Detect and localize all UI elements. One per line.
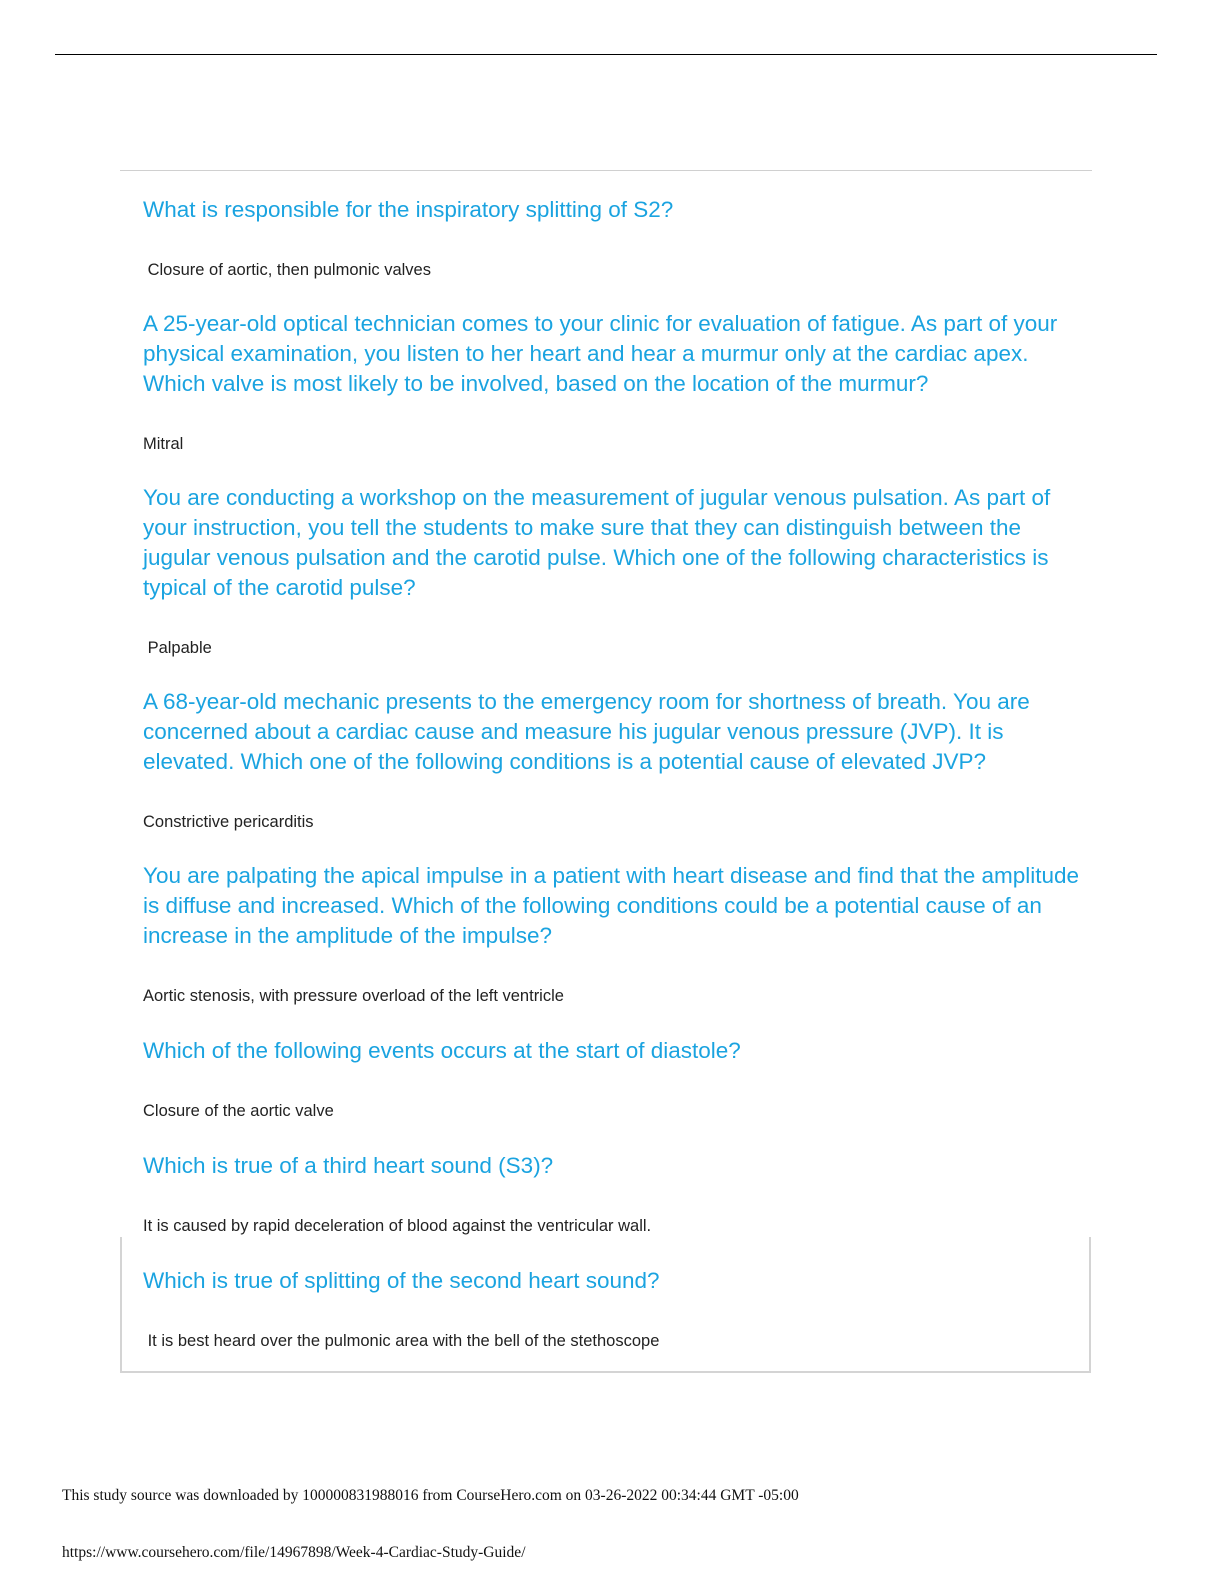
answer-1: Closure of aortic, then pulmonic valves <box>143 261 431 279</box>
question-3: You are conducting a workshop on the measurement of jugular venous pulsation. As part of your instruction, you tell the students to make sure that they can distinguish between the jugular venous pulsation and the carotid pulse. Which one of the following characteristics is typical of the carotid pulse? <box>143 485 1051 600</box>
card-bottom-border <box>120 1237 1091 1373</box>
answer-2: Mitral <box>143 435 184 453</box>
answer-7: It is caused by rapid deceleration of blood against the ventricular wall. <box>143 1217 652 1235</box>
page-top-rule <box>55 54 1157 55</box>
download-notice: This study source was downloaded by 100000831988016 from CourseHero.com on 03-26-2022 00:34:44 GMT -05:00 <box>62 1487 799 1504</box>
card-top-border <box>120 170 1092 171</box>
question-1: What is responsible for the inspiratory splitting of S2? <box>143 197 674 222</box>
answer-6: Closure of the aortic valve <box>143 1102 334 1120</box>
answer-5: Aortic stenosis, with pressure overload of the left ventricle <box>143 987 564 1005</box>
question-5: You are palpating the apical impulse in a patient with heart disease and find that the amplitude is diffuse and increased. Which of the following conditions could be a potential cause of an increase in the amplitude of the impulse? <box>143 863 1080 948</box>
question-8: Which is true of splitting of the second heart sound? <box>143 1268 660 1293</box>
question-6: Which of the following events occurs at the start of diastole? <box>143 1038 741 1063</box>
question-2: A 25-year-old optical technician comes to your clinic for evaluation of fatigue. As part of your physical examination, you listen to her heart and hear a murmur only at the cardiac apex. Which valve is most likely to be involved, based on the location of the murmur? <box>143 311 1058 396</box>
answer-3: Palpable <box>143 639 212 657</box>
answer-4: Constrictive pericarditis <box>143 813 314 831</box>
question-7: Which is true of a third heart sound (S3)? <box>143 1153 554 1178</box>
source-url[interactable]: https://www.coursehero.com/file/14967898/Week-4-Cardiac-Study-Guide/ <box>62 1544 526 1561</box>
question-4: A 68-year-old mechanic presents to the emergency room for shortness of breath. You are concerned about a cardiac cause and measure his jugular venous pressure (JVP). It is elevated. Which one of the following conditions is a potential cause of elevated JVP? <box>143 689 1030 774</box>
answer-8: It is best heard over the pulmonic area with the bell of the stethoscope <box>143 1332 660 1350</box>
